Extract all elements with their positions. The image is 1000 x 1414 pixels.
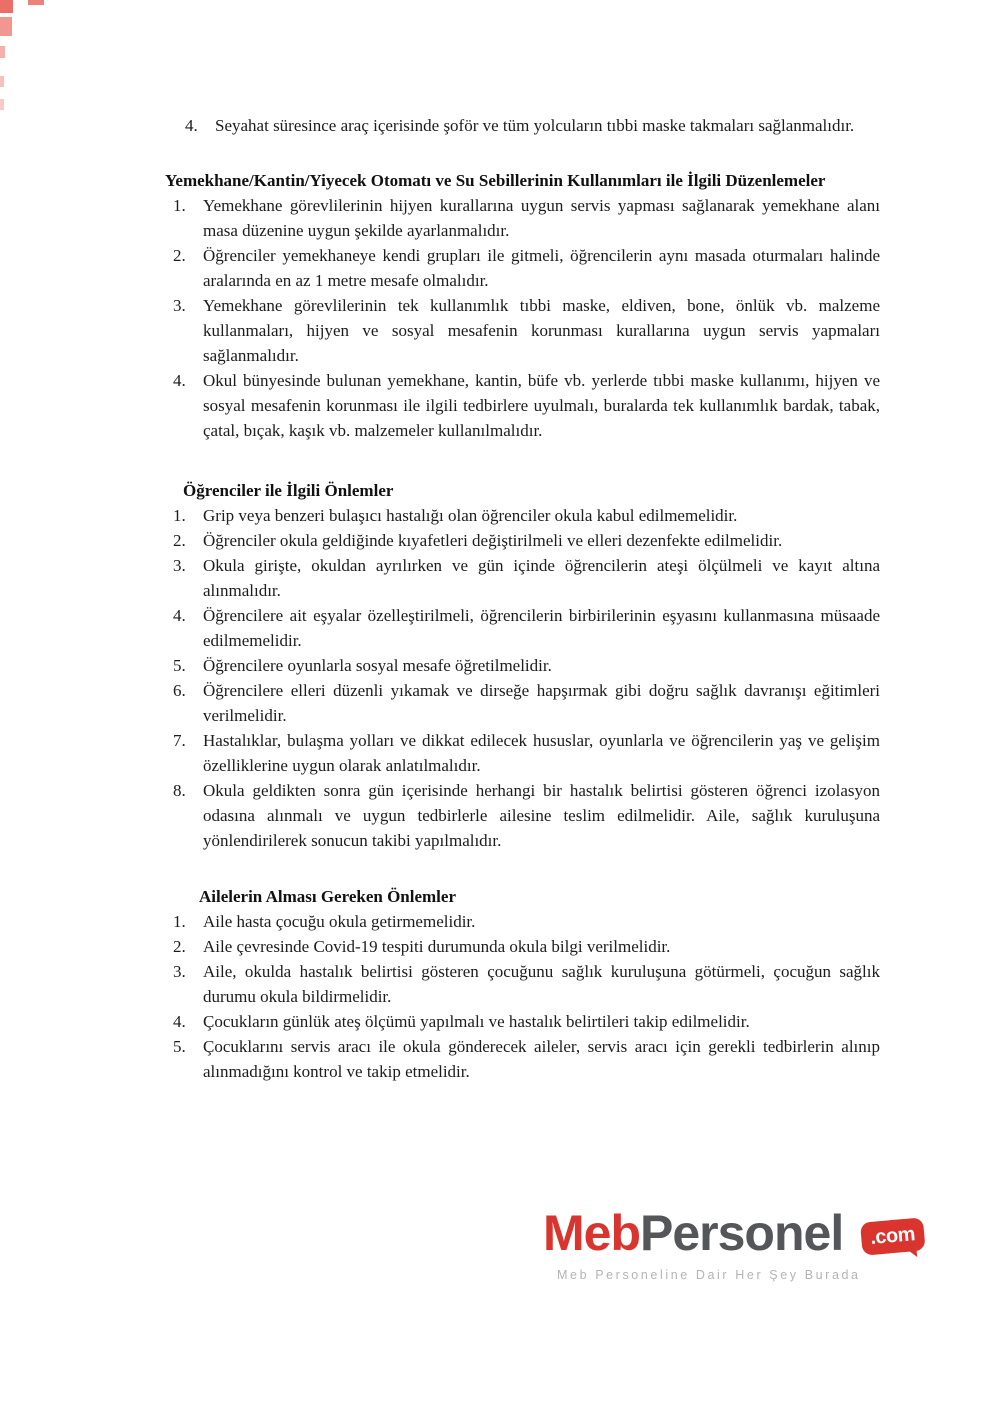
list-item-text: Hastalıklar, bulaşma yolları ve dikkat edilecek hususlar, oyunlarla ve öğrencilerin yaş ve gelişim özelliklerine uygun olarak anlatılmalıdır.	[203, 731, 880, 775]
list-item-text: Öğrencilere oyunlarla sosyal mesafe öğretilmelidir.	[203, 656, 552, 675]
list-item-number: 4.	[173, 606, 186, 625]
section-list-yemekhane	[165, 193, 880, 443]
list-item	[165, 678, 880, 728]
section-heading-ogrenciler: Öğrenciler ile İlgili Önlemler	[183, 481, 394, 500]
mebpersonel-wordmark	[543, 1205, 923, 1261]
list-item	[165, 553, 880, 603]
list-item-text: Yemekhane görevlilerinin hijyen kurallarına uygun servis yapması sağlanarak yemekhane alanı masa düzenine uygun şekilde ayarlanmalıdır.	[203, 196, 880, 240]
section-heading-aileler: Ailelerin Alması Gereken Önlemler	[199, 887, 457, 906]
list-item-text: Aile hasta çocuğu okula getirmemelidir.	[203, 912, 476, 931]
section-list-ogrenciler	[165, 503, 880, 853]
list-item-text: Seyahat süresince araç içerisinde şoför ve tüm yolcuların tıbbi maske takmaları sağlanmalıdır.	[215, 116, 855, 135]
list-item	[165, 1034, 880, 1084]
list-item-text: Öğrencilere elleri düzenli yıkamak ve dirseğe hapşırmak gibi doğru sağlık davranışı eğitimleri verilmelidir.	[203, 681, 880, 725]
list-item-number: 3.	[173, 296, 186, 315]
brand-meb: Meb	[543, 1205, 640, 1261]
list-item-text: Aile çevresinde Covid-19 tespiti durumunda okula bilgi verilmelidir.	[203, 937, 671, 956]
list-item-number: 2.	[173, 531, 186, 550]
list-item-text: Okula geldikten sonra gün içerisinde herhangi bir hastalık belirtisi gösteren öğrenci izolasyon odasına alınmalı ve uygun tedbirlerle ailesine teslim edilmelidir. Aile, sağlık kuruluşuna yönlendirilerek sonucun takibi yapılmalıdır.	[203, 781, 880, 850]
list-item	[165, 528, 880, 553]
list-item-text: Grip veya benzeri bulaşıcı hastalığı olan öğrenciler okula kabul edilmemelidir.	[203, 506, 738, 525]
scan-artifact	[0, 76, 4, 87]
com-badge: .com	[860, 1217, 925, 1255]
list-item	[165, 503, 880, 528]
list-item-number: 1.	[173, 196, 186, 215]
list-item-number: 5.	[173, 1037, 186, 1056]
list-item-number: 7.	[173, 731, 186, 750]
scan-artifact	[0, 99, 4, 110]
list-item	[165, 1009, 880, 1034]
scan-artifact	[0, 46, 5, 58]
list-item	[165, 909, 880, 934]
list-item	[165, 603, 880, 653]
list-item-text: Çocukların günlük ateş ölçümü yapılmalı ve hastalık belirtileri takip edilmelidir.	[203, 1012, 750, 1031]
list-item-number: 4.	[173, 371, 186, 390]
list-item-number: 3.	[173, 556, 186, 575]
list-item-number: 4.	[173, 1012, 186, 1031]
section-list-aileler	[165, 909, 880, 1084]
list-item-number: 1.	[173, 912, 186, 931]
section-heading-yemekhane: Yemekhane/Kantin/Yiyecek Otomatı ve Su Sebillerinin Kullanımları ile İlgili Düzenlemeler	[165, 171, 826, 190]
list-item	[165, 728, 880, 778]
list-item	[165, 959, 880, 1009]
list-item	[165, 193, 880, 243]
list-item-number: 8.	[173, 781, 186, 800]
list-item	[165, 368, 880, 443]
list-item-text: Öğrenciler okula geldiğinde kıyafetleri değiştirilmeli ve elleri dezenfekte edilmelidir.	[203, 531, 783, 550]
list-item	[165, 778, 880, 853]
list-item-text: Çocuklarını servis aracı ile okula gönderecek aileler, servis aracı için gerekli tedbirlerin alınıp alınmadığını kontrol ve takip etmelidir.	[203, 1037, 880, 1081]
scan-artifact	[28, 0, 44, 5]
list-item-text: Öğrenciler yemekhaneye kendi grupları ile gitmeli, öğrencilerin aynı masada oturmaları halinde aralarında en az 1 metre mesafe olmalıdır.	[203, 246, 880, 290]
list-item-number: 1.	[173, 506, 186, 525]
list-item-text: Aile, okulda hastalık belirtisi gösteren çocuğunu sağlık kuruluşuna götürmeli, çocuğun sağlık durumu okula bildirmelidir.	[203, 962, 880, 1006]
scan-artifact	[0, 0, 13, 13]
document-body	[165, 113, 880, 1084]
list-item-number: 4.	[185, 116, 198, 135]
list-item	[165, 113, 880, 138]
scan-artifact	[0, 17, 12, 36]
list-item-text: Okul bünyesinde bulunan yemekhane, kantin, büfe vb. yerlerde tıbbi maske kullanımı, hijyen ve sosyal mesafenin korunması ile ilgili tedbirlere uyulmalı, buralarda tek kullanımlık bardak, tabak, çatal, bıçak, kaşık vb. malzemeler kullanılmalıdır.	[203, 371, 880, 440]
brand-tagline: Meb Personeline Dair Her Şey Burada	[557, 1268, 861, 1282]
list-item-number: 3.	[173, 962, 186, 981]
list-item	[165, 293, 880, 368]
list-item-number: 2.	[173, 246, 186, 265]
list-item-text: Öğrencilere ait eşyalar özelleştirilmeli, öğrencilerin birbirilerinin eşyasını kullanmasına müsaade edilmemelidir.	[203, 606, 880, 650]
brand-personel: Personel	[640, 1205, 844, 1261]
list-item-text: Yemekhane görevlilerinin tek kullanımlık tıbbi maske, eldiven, bone, önlük vb. malzeme kullanmaları, hijyen ve sosyal mesafenin korunması kurallarına uygun servis yapmaları sağlanmalıdır.	[203, 296, 880, 365]
list-item	[165, 653, 880, 678]
list-item	[165, 243, 880, 293]
list-item-number: 2.	[173, 937, 186, 956]
list-item-text: Okula girişte, okuldan ayrılırken ve gün içinde öğrencilerin ateşi ölçülmeli ve kayıt altına alınmalıdır.	[203, 556, 880, 600]
mebpersonel-logo	[543, 1205, 923, 1282]
list-item-number: 5.	[173, 656, 186, 675]
list-item-number: 6.	[173, 681, 186, 700]
list-item	[165, 934, 880, 959]
